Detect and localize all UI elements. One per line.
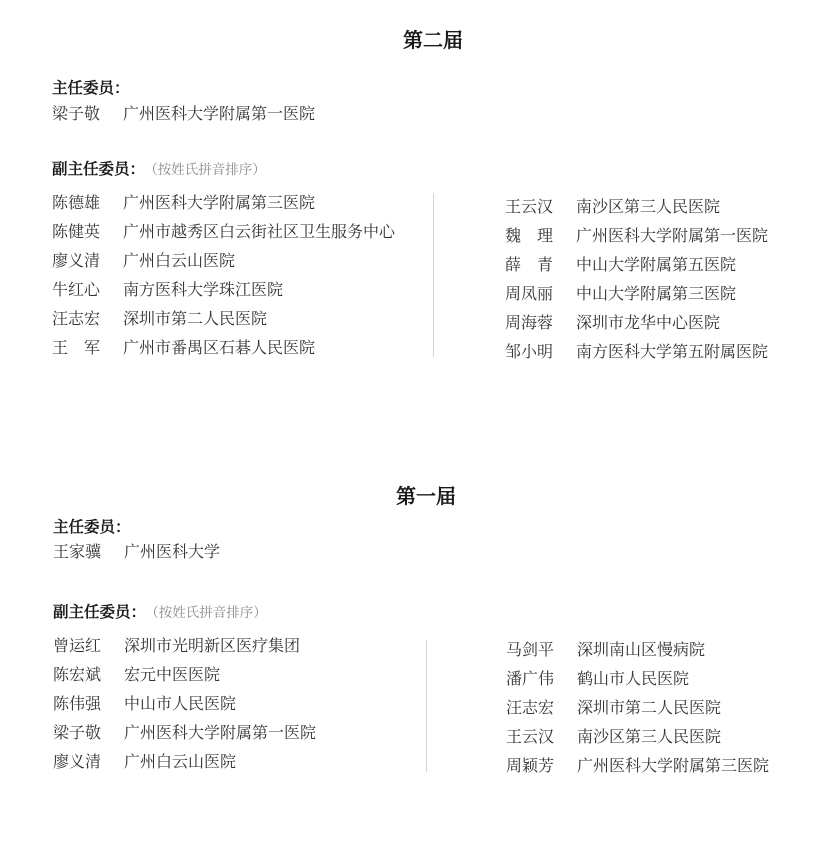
member-name: 廖义清 — [53, 752, 102, 771]
member-name: 梁子敬 — [52, 104, 101, 123]
list-item — [52, 251, 235, 271]
member-name: 牛红心 — [52, 280, 101, 299]
member-org: 宏元中医医院 — [124, 665, 221, 684]
list-item — [506, 640, 705, 660]
member-org: 南方医科大学第五附属医院 — [576, 342, 769, 361]
member-org: 广州医科大学附属第一医院 — [124, 723, 317, 742]
list-item — [52, 280, 283, 300]
list-item — [505, 255, 736, 275]
member-org: 深圳南山区慢病院 — [577, 640, 706, 659]
list-item — [52, 338, 315, 358]
member-org: 广州医科大学 — [124, 542, 221, 561]
member-name: 陈伟强 — [53, 694, 102, 713]
member-name: 梁子敬 — [53, 723, 102, 742]
member-name: 陈德雄 — [52, 193, 101, 212]
member-name: 王云汉 — [506, 727, 555, 746]
member-org: 南沙区第三人民医院 — [576, 197, 721, 216]
member-name: 汪志宏 — [506, 698, 555, 717]
member-name: 曾运红 — [53, 636, 102, 655]
member-org: 中山大学附属第五医院 — [576, 255, 737, 274]
member-name: 王家骥 — [53, 542, 102, 561]
member-org: 广州医科大学附属第一医院 — [123, 104, 316, 123]
term-2-title: 第二届 — [403, 28, 463, 52]
list-item — [53, 665, 220, 685]
list-item — [53, 694, 236, 714]
list-item — [53, 752, 236, 772]
member-org: 广州医科大学附属第三医院 — [123, 193, 316, 212]
list-item — [505, 197, 720, 217]
member-name: 汪志宏 — [52, 309, 101, 328]
member-org: 鹤山市人民医院 — [577, 669, 690, 688]
member-name: 周海蓉 — [505, 313, 554, 332]
member-org: 南方医科大学珠江医院 — [123, 280, 284, 299]
term-1-director — [53, 542, 220, 562]
member-name: 邹小明 — [505, 342, 554, 361]
member-name: 魏 理 — [505, 226, 554, 245]
member-name: 马剑平 — [506, 640, 555, 659]
list-item — [506, 756, 769, 776]
member-name: 陈健英 — [52, 222, 101, 241]
member-org: 广州医科大学附属第三医院 — [577, 756, 770, 775]
member-org: 南沙区第三人民医院 — [577, 727, 722, 746]
member-name: 周凤丽 — [505, 284, 554, 303]
term-1-director-heading: 主任委员： — [53, 518, 131, 536]
list-item — [505, 284, 736, 304]
sort-note: （按姓氏拼音排序） — [151, 162, 266, 178]
member-org: 深圳市龙华中心医院 — [576, 313, 721, 332]
member-org: 广州市越秀区白云街社区卫生服务中心 — [123, 222, 396, 241]
member-name: 潘广伟 — [506, 669, 555, 688]
member-name: 陈宏斌 — [53, 665, 102, 684]
list-item — [505, 313, 720, 333]
member-name: 王云汉 — [505, 197, 554, 216]
term-2-director-heading: 主任委员： — [52, 79, 130, 97]
member-org: 深圳市第二人民医院 — [123, 309, 268, 328]
list-item — [53, 723, 316, 743]
term-1-title: 第一届 — [396, 484, 456, 508]
member-org: 深圳市第二人民医院 — [577, 698, 722, 717]
list-item — [505, 226, 768, 246]
member-org: 广州白云山医院 — [123, 251, 236, 270]
list-item — [505, 342, 768, 362]
member-org: 广州市番禺区石碁人民医院 — [123, 338, 316, 357]
member-org: 中山大学附属第三医院 — [576, 284, 737, 303]
list-item — [506, 727, 721, 747]
column-divider — [426, 640, 427, 772]
term-2-director — [52, 104, 315, 124]
list-item — [52, 309, 267, 329]
member-name: 廖义清 — [52, 251, 101, 270]
member-org: 广州医科大学附属第一医院 — [576, 226, 769, 245]
list-item — [53, 636, 300, 656]
list-item — [52, 193, 315, 213]
list-item — [506, 698, 721, 718]
member-org: 深圳市光明新区医疗集团 — [124, 636, 301, 655]
sort-note: （按姓氏拼音排序） — [152, 605, 267, 621]
column-divider — [433, 193, 434, 357]
term-2-deputy-heading — [52, 157, 266, 179]
member-org: 广州白云山医院 — [124, 752, 237, 771]
member-name: 王 军 — [52, 338, 101, 357]
deputy-heading-label: 副主任委员： — [53, 603, 147, 621]
member-name: 薛 青 — [505, 255, 554, 274]
term-1-deputy-heading — [53, 600, 267, 622]
member-org: 中山市人民医院 — [124, 694, 237, 713]
list-item — [52, 222, 395, 242]
list-item — [506, 669, 689, 689]
deputy-heading-label: 副主任委员： — [52, 160, 146, 178]
member-name: 周颖芳 — [506, 756, 555, 775]
